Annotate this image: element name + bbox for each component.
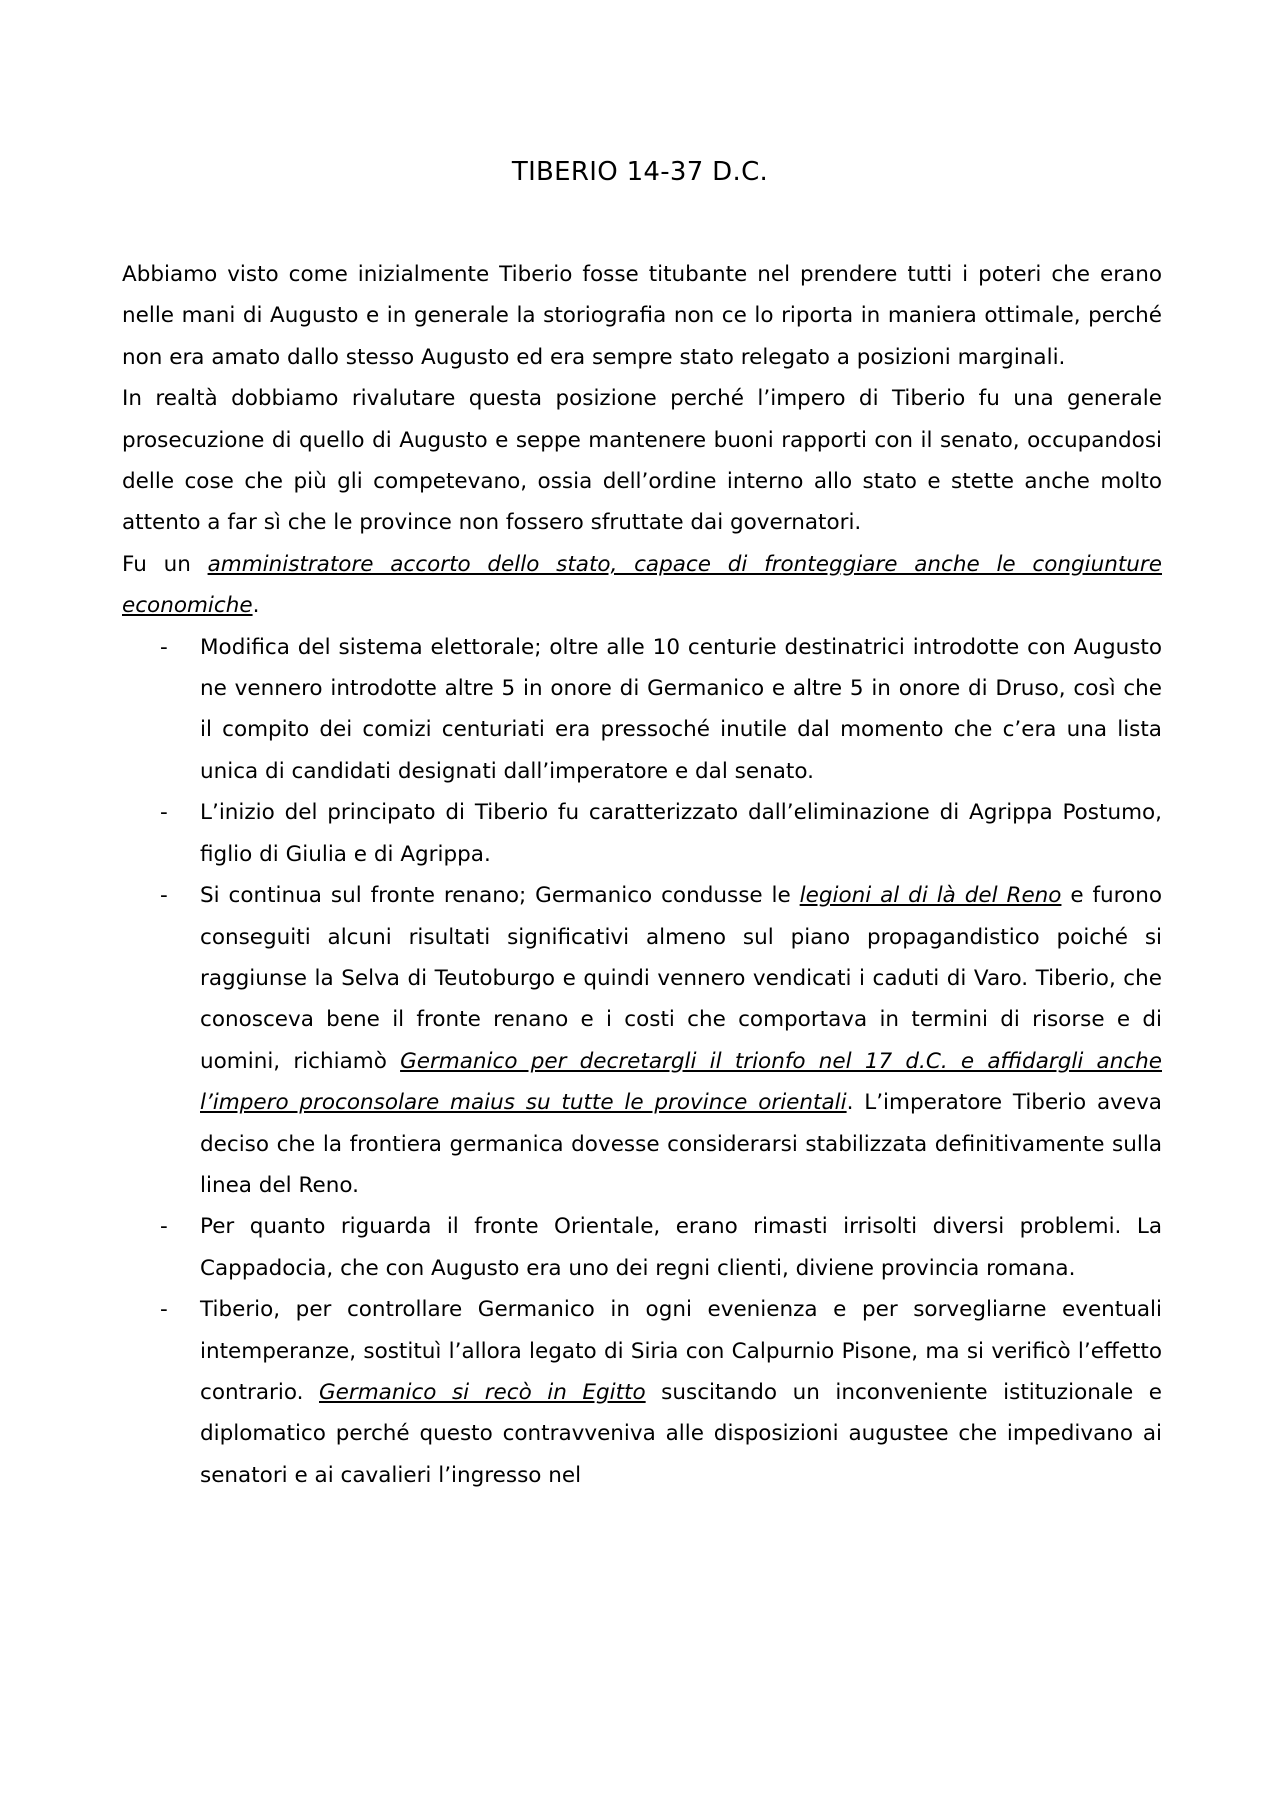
paragraph-text: Fu un	[122, 551, 208, 577]
bullet-dash: -	[160, 800, 168, 826]
paragraph: In realtà dobbiamo rivalutare questa posizione perché l’impero di Tiberio fu una generale prosecuzione di quello di Augusto e seppe mantenere buoni rapporti con il senato, occupandosi delle cose che più gli competevano, ossia dell’ordine interno allo stato e stette anche molto attento a far sì che le province non fossero sfruttate dai governatori.	[122, 386, 1162, 536]
list-item-text: Tiberio, per controllare Germanico in ogni evenienza e per sorvegliarne eventuali intemperanze, sostituì l’allora legato di Siria con Calpurnio Pisone, ma si verificò l’effetto contrario.	[200, 1297, 1162, 1405]
bullet-dash: -	[160, 1297, 168, 1323]
list-item-text: L’inizio del principato di Tiberio fu caratterizzato dall’eliminazione di Agrippa Postumo, figlio di Giulia e di Agrippa.	[200, 800, 1162, 867]
document-body	[122, 254, 1162, 1496]
list-item-text: Si continua sul fronte renano; Germanico condusse le	[200, 883, 800, 909]
paragraph	[122, 544, 1162, 627]
emphasized-text: Germanico per decretargli il trionfo nel 17 d.C. e affidargli anche l’impero proconsolare maius su tutte le province orientali	[200, 1048, 1162, 1116]
list-item	[122, 1289, 1162, 1496]
list-item-text: Modifica del sistema elettorale; oltre alle 10 centurie destinatrici introdotte con Augusto ne vennero introdotte altre 5 in onore di Germanico e altre 5 in onore di Druso, così che il compito dei comizi centuriati era pressoché inutile dal momento che c’era una lista unica di candidati designati dall’imperatore e dal senato.	[200, 634, 1162, 784]
bullet-dash: -	[160, 883, 168, 909]
paragraph: Abbiamo visto come inizialmente Tiberio fosse titubante nel prendere tutti i poteri che erano nelle mani di Augusto e in generale la storiografia non ce lo riporta in maniera ottimale, perché non era amato dallo stesso Augusto ed era sempre stato relegato a posizioni marginali.	[122, 262, 1162, 370]
emphasized-text: amministratore accorto dello stato, capace di fronteggiare anche le congiunture economiche	[122, 551, 1162, 619]
bullet-dash: -	[160, 634, 168, 660]
page-title: TIBERIO 14-37 D.C.	[511, 157, 769, 187]
paragraph-text: .	[252, 593, 260, 619]
list-item	[122, 627, 1162, 793]
list-item-text: suscitando un inconveniente istituzionale e diplomatico perché questo contravveniva alle disposizioni augustee che impedivano ai senatori e ai cavalieri l’ingresso nel	[200, 1379, 1162, 1488]
list-item	[122, 875, 1162, 1206]
list-item-text: Per quanto riguarda il fronte Orientale, erano rimasti irrisolti diversi problemi. La Cappadocia, che con Augusto era uno dei regni clienti, diviene provincia romana.	[200, 1214, 1162, 1281]
list-item-text: e furono conseguiti alcuni risultati significativi almeno sul piano propagandistico poiché si raggiunse la Selva di Teutoburgo e quindi vennero vendicati i caduti di Varo. Tiberio, che conosceva bene il fronte renano e i costi che comportava in termini di risorse e di uomini, richiamò	[200, 883, 1162, 1074]
list-item	[122, 1206, 1162, 1289]
bullet-list	[122, 627, 1162, 1497]
emphasized-text: legioni al di là del Reno	[799, 883, 1062, 909]
bullet-dash: -	[160, 1214, 168, 1240]
list-item-text: . L’imperatore Tiberio aveva deciso che la frontiera germanica dovesse considerarsi stabilizzata definitivamente sulla linea del Reno.	[200, 1090, 1162, 1198]
list-item	[122, 792, 1162, 875]
emphasized-text: Germanico si recò in Egitto	[319, 1379, 646, 1405]
